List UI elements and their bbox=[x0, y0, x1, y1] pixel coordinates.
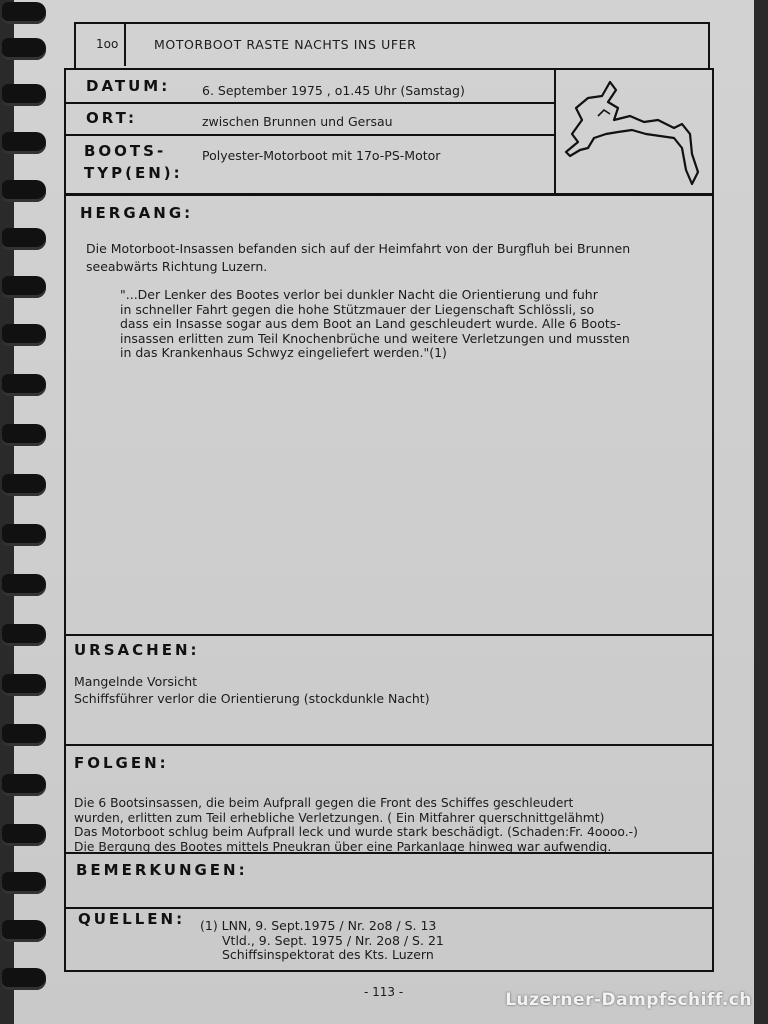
page-number: - 113 - bbox=[364, 985, 404, 999]
hergang-quote-line: insassen erlitten zum Teil Knochenbrüche und weitere Verletzungen und mussten bbox=[120, 330, 630, 346]
binding-ring bbox=[2, 574, 46, 596]
quellen-label: QUELLEN: bbox=[78, 910, 186, 928]
record-title: MOTORBOOT RASTE NACHTS INS UFER bbox=[154, 37, 417, 52]
hergang-intro-line: Die Motorboot-Insassen befanden sich auf der Heimfahrt von der Burgfluh bei Brunnen bbox=[86, 241, 631, 256]
ursachen-text bbox=[74, 673, 694, 707]
datum-label: DATUM: bbox=[86, 77, 171, 95]
binding-ring bbox=[2, 968, 46, 990]
ort-value: zwischen Brunnen und Gersau bbox=[202, 114, 393, 129]
watermark: Luzerner-Dampfschiff.ch bbox=[505, 990, 752, 1010]
quellen-line: Vtld., 9. Sept. 1975 / Nr. 2o8 / S. 21 bbox=[222, 932, 444, 948]
spiral-binding bbox=[0, 0, 48, 1024]
ursachen-line: Mangelnde Vorsicht bbox=[74, 674, 198, 689]
folgen-line: Die 6 Bootsinsassen, die beim Aufprall gegen die Front des Schiffes geschleudert bbox=[74, 796, 574, 810]
binding-ring bbox=[2, 132, 46, 154]
lake-lucerne-outline-icon bbox=[558, 72, 710, 192]
hergang-quote-line: in schneller Fahrt gegen die hohe Stützmauer der Liegenschaft Schlössli, so bbox=[120, 301, 595, 317]
binding-ring bbox=[2, 38, 46, 60]
folgen-label: FOLGEN: bbox=[74, 754, 169, 772]
binding-ring bbox=[2, 474, 46, 496]
hergang-label: HERGANG: bbox=[80, 204, 194, 222]
bootstyp-label-line1: BOOTS- bbox=[84, 142, 167, 160]
hergang-quote-line: in das Krankenhaus Schwyz eingeliefert werden."(1) bbox=[120, 345, 447, 360]
binding-ring bbox=[2, 774, 46, 796]
binding-ring bbox=[2, 624, 46, 646]
bootstyp-label-line2: TYP(EN): bbox=[84, 164, 183, 182]
binding-ring bbox=[2, 920, 46, 942]
quellen-text bbox=[200, 919, 680, 963]
binding-ring bbox=[2, 724, 46, 746]
bemerkungen-label: BEMERKUNGEN: bbox=[76, 861, 248, 879]
binding-ring bbox=[2, 374, 46, 396]
folgen-line: wurden, erlitten zum Teil erhebliche Verletzungen. ( Ein Mitfahrer querschnittgelähmt) bbox=[74, 810, 605, 825]
binding-ring bbox=[2, 424, 46, 446]
ursachen-line: Schiffsführer verlor die Orientierung (stockdunkle Nacht) bbox=[74, 691, 430, 706]
folgen-line: Die Bergung des Bootes mittels Pneukran über eine Parkanlage hinweg war aufwendig. bbox=[74, 839, 612, 854]
folgen-text bbox=[74, 796, 702, 854]
hergang-quote-line: "...Der Lenker des Bootes verlor bei dunkler Nacht die Orientierung und fuhr bbox=[120, 287, 598, 302]
hergang-quote bbox=[120, 288, 694, 361]
folgen-line: Das Motorboot schlug beim Aufprall leck und wurde stark beschädigt. (Schaden:Fr. 4oooo.-) bbox=[74, 825, 638, 839]
binding-ring bbox=[2, 276, 46, 298]
quellen-line: (1) LNN, 9. Sept.1975 / Nr. 2o8 / S. 13 bbox=[200, 918, 437, 933]
datum-value: 6. September 1975 , o1.45 Uhr (Samstag) bbox=[202, 83, 465, 98]
ort-label: ORT: bbox=[86, 109, 138, 127]
binding-ring bbox=[2, 524, 46, 546]
document-page bbox=[14, 0, 754, 1024]
binding-ring bbox=[2, 2, 46, 24]
hergang-intro-line: seeabwärts Richtung Luzern. bbox=[86, 259, 268, 274]
ursachen-label: URSACHEN: bbox=[74, 641, 200, 659]
hergang-quote-line: dass ein Insasse sogar aus dem Boot an Land geschleudert wurde. Alle 6 Boots- bbox=[120, 316, 621, 331]
binding-ring bbox=[2, 824, 46, 846]
binding-ring bbox=[2, 872, 46, 894]
quellen-line: Schiffsinspektorat des Kts. Luzern bbox=[222, 947, 434, 962]
binding-ring bbox=[2, 228, 46, 250]
hergang-intro bbox=[86, 241, 692, 275]
binding-ring bbox=[2, 674, 46, 696]
page-record-number: 1oo bbox=[96, 37, 119, 51]
binding-ring bbox=[2, 180, 46, 202]
binding-ring bbox=[2, 324, 46, 346]
binding-ring bbox=[2, 84, 46, 106]
bootstyp-value: Polyester-Motorboot mit 17o-PS-Motor bbox=[202, 148, 441, 163]
